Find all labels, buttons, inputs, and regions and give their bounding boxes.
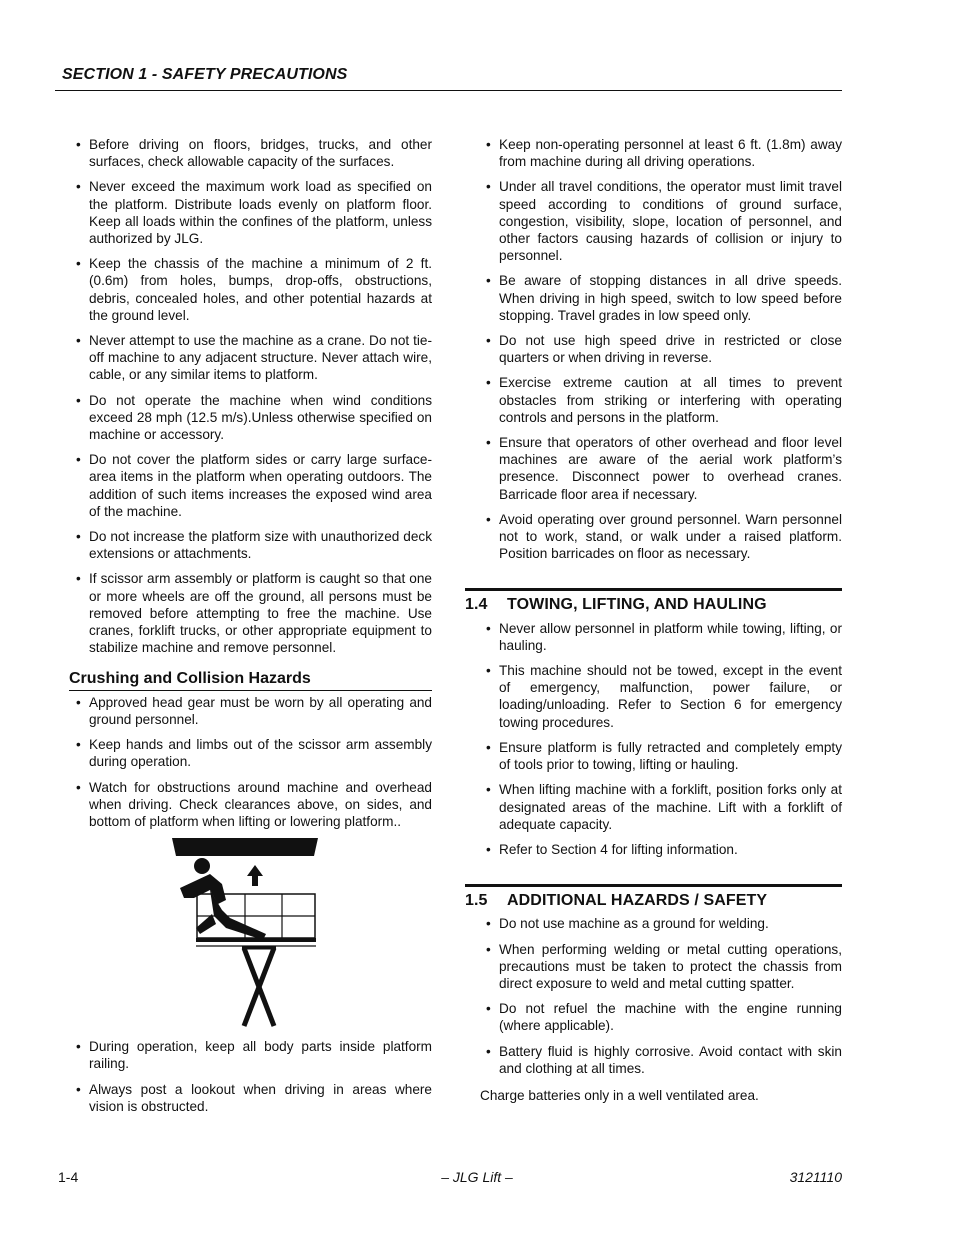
- list-item: • When lifting machine with a forklift, position forks only at designated areas of the machine. Lift with a forklift of adequate capacity.: [485, 781, 842, 833]
- section-title: TOWING, LIFTING, AND HAULING: [507, 596, 767, 614]
- body-parts-list: [75, 1038, 432, 1115]
- crushing-hazards-heading: Crushing and Collision Hazards: [69, 670, 432, 690]
- battery-note: Charge batteries only in a well ventilated area.: [480, 1087, 759, 1103]
- list-item: • Do not operate the machine when wind conditions exceed 28 mph (12.5 m/s).Unless otherwise specified on machine or accessory.: [75, 392, 432, 444]
- section-number: 1.5: [465, 892, 488, 910]
- section-header: SECTION 1 - SAFETY PRECAUTIONS: [62, 66, 348, 83]
- list-item: • When performing welding or metal cutting operations, precautions must be taken to protect the chassis from direct exposure to weld and metal cutting spatter.: [485, 941, 842, 993]
- list-item: • Always post a lookout when driving in areas where vision is obstructed.: [75, 1081, 432, 1115]
- additional-hazards-list: [485, 915, 842, 1077]
- list-item: • Do not refuel the machine with the engine running (where applicable).: [485, 1000, 842, 1034]
- list-item: • Avoid operating over ground personnel. Warn personnel not to work, stand, or walk under a raised platform. Position barricades on floor as necessary.: [485, 511, 842, 563]
- crushing-hazard-figure: [170, 838, 320, 1028]
- driving-safety-list: [485, 136, 842, 562]
- list-item: • Keep non-operating personnel at least 6 ft. (1.8m) away from machine during all driving operations.: [485, 136, 842, 170]
- towing-list: [485, 620, 842, 858]
- crushing-hazard-illustration: [170, 838, 320, 1028]
- section-1-5-heading: [465, 884, 842, 909]
- list-item: • Do not use high speed drive in restricted or close quarters or when driving in reverse.: [485, 332, 842, 366]
- list-item: • Approved head gear must be worn by all operating and ground personnel.: [75, 694, 432, 728]
- list-item: • Exercise extreme caution at all times to prevent obstacles from striking or interfering with operating controls and persons in the platform.: [485, 374, 842, 426]
- list-item: • Keep the chassis of the machine a minimum of 2 ft. (0.6m) from holes, bumps, drop-offs, obstructions, debris, concealed holes, and other potential hazards at the ground level.: [75, 255, 432, 324]
- section-number: 1.4: [465, 596, 488, 614]
- list-item: • Ensure that operators of other overhead and floor level machines are aware of the aerial work platform’s presence. Disconnect power to overhead cranes. Barricade floor area if necessary.: [485, 434, 842, 503]
- list-item: • Ensure platform is fully retracted and completely empty of tools prior to towing, lifting or hauling.: [485, 739, 842, 773]
- list-item: • This machine should not be towed, except in the event of emergency, malfunction, power failure, or loading/unloading. Refer to Section 6 for emergency towing procedures.: [485, 662, 842, 731]
- list-item: • Never exceed the maximum work load as specified on the platform. Distribute loads evenly on platform floor. Keep all loads within the confines of the platform, unless authorized by JLG.: [75, 178, 432, 247]
- right-column: [465, 136, 842, 1104]
- list-item: • Refer to Section 4 for lifting information.: [485, 841, 842, 858]
- general-safety-list: [75, 136, 432, 656]
- list-item: • If scissor arm assembly or platform is caught so that one or more wheels are off the ground, all persons must be removed before attempting to free the machine. Use cranes, forklift trucks, or other appropriate equipment to stabilize machine and remove personnel.: [75, 570, 432, 656]
- list-item: • Watch for obstructions around machine and overhead when driving. Check clearances above, on sides, and bottom of platform when lifting or lowering platform..: [75, 779, 432, 831]
- page-number: 1-4: [58, 1169, 79, 1185]
- list-item: • Never attempt to use the machine as a crane. Do not tie-off machine to any adjacent structure. Never attach wire, cable, or any similar items to platform.: [75, 332, 432, 384]
- list-item: • Under all travel conditions, the operator must limit travel speed according to conditions of ground surface, congestion, visibility, slope, location of personnel, and other factors causing hazards of collision or injury to personnel.: [485, 178, 842, 264]
- section-title: ADDITIONAL HAZARDS / SAFETY: [507, 892, 768, 910]
- list-item: • Keep hands and limbs out of the scissor arm assembly during operation.: [75, 736, 432, 770]
- list-item: • Be aware of stopping distances in all drive speeds. When driving in high speed, switch to low speed before stopping. Travel grades in low speed only.: [485, 272, 842, 324]
- list-item: • Before driving on floors, bridges, trucks, and other surfaces, check allowable capacity of the surfaces.: [75, 136, 432, 170]
- section-1-4-heading: [465, 588, 842, 613]
- left-column: [69, 136, 432, 1123]
- doc-number: 3121110: [789, 1169, 842, 1185]
- list-item: • Do not use machine as a ground for welding.: [485, 915, 842, 932]
- list-item: • During operation, keep all body parts inside platform railing.: [75, 1038, 432, 1072]
- footer-brand: – JLG Lift –: [441, 1169, 513, 1185]
- list-item: • Never allow personnel in platform while towing, lifting, or hauling.: [485, 620, 842, 654]
- list-item: • Do not increase the platform size with unauthorized deck extensions or attachments.: [75, 528, 432, 562]
- list-item: • Battery fluid is highly corrosive. Avoid contact with skin and clothing at all times.: [485, 1043, 842, 1077]
- crushing-hazards-list: [75, 694, 432, 830]
- list-item: • Do not cover the platform sides or carry large surface-area items in the platform when operating outdoors. The addition of such items increases the exposed wind area of the machine.: [75, 451, 432, 520]
- header-rule: [55, 90, 842, 91]
